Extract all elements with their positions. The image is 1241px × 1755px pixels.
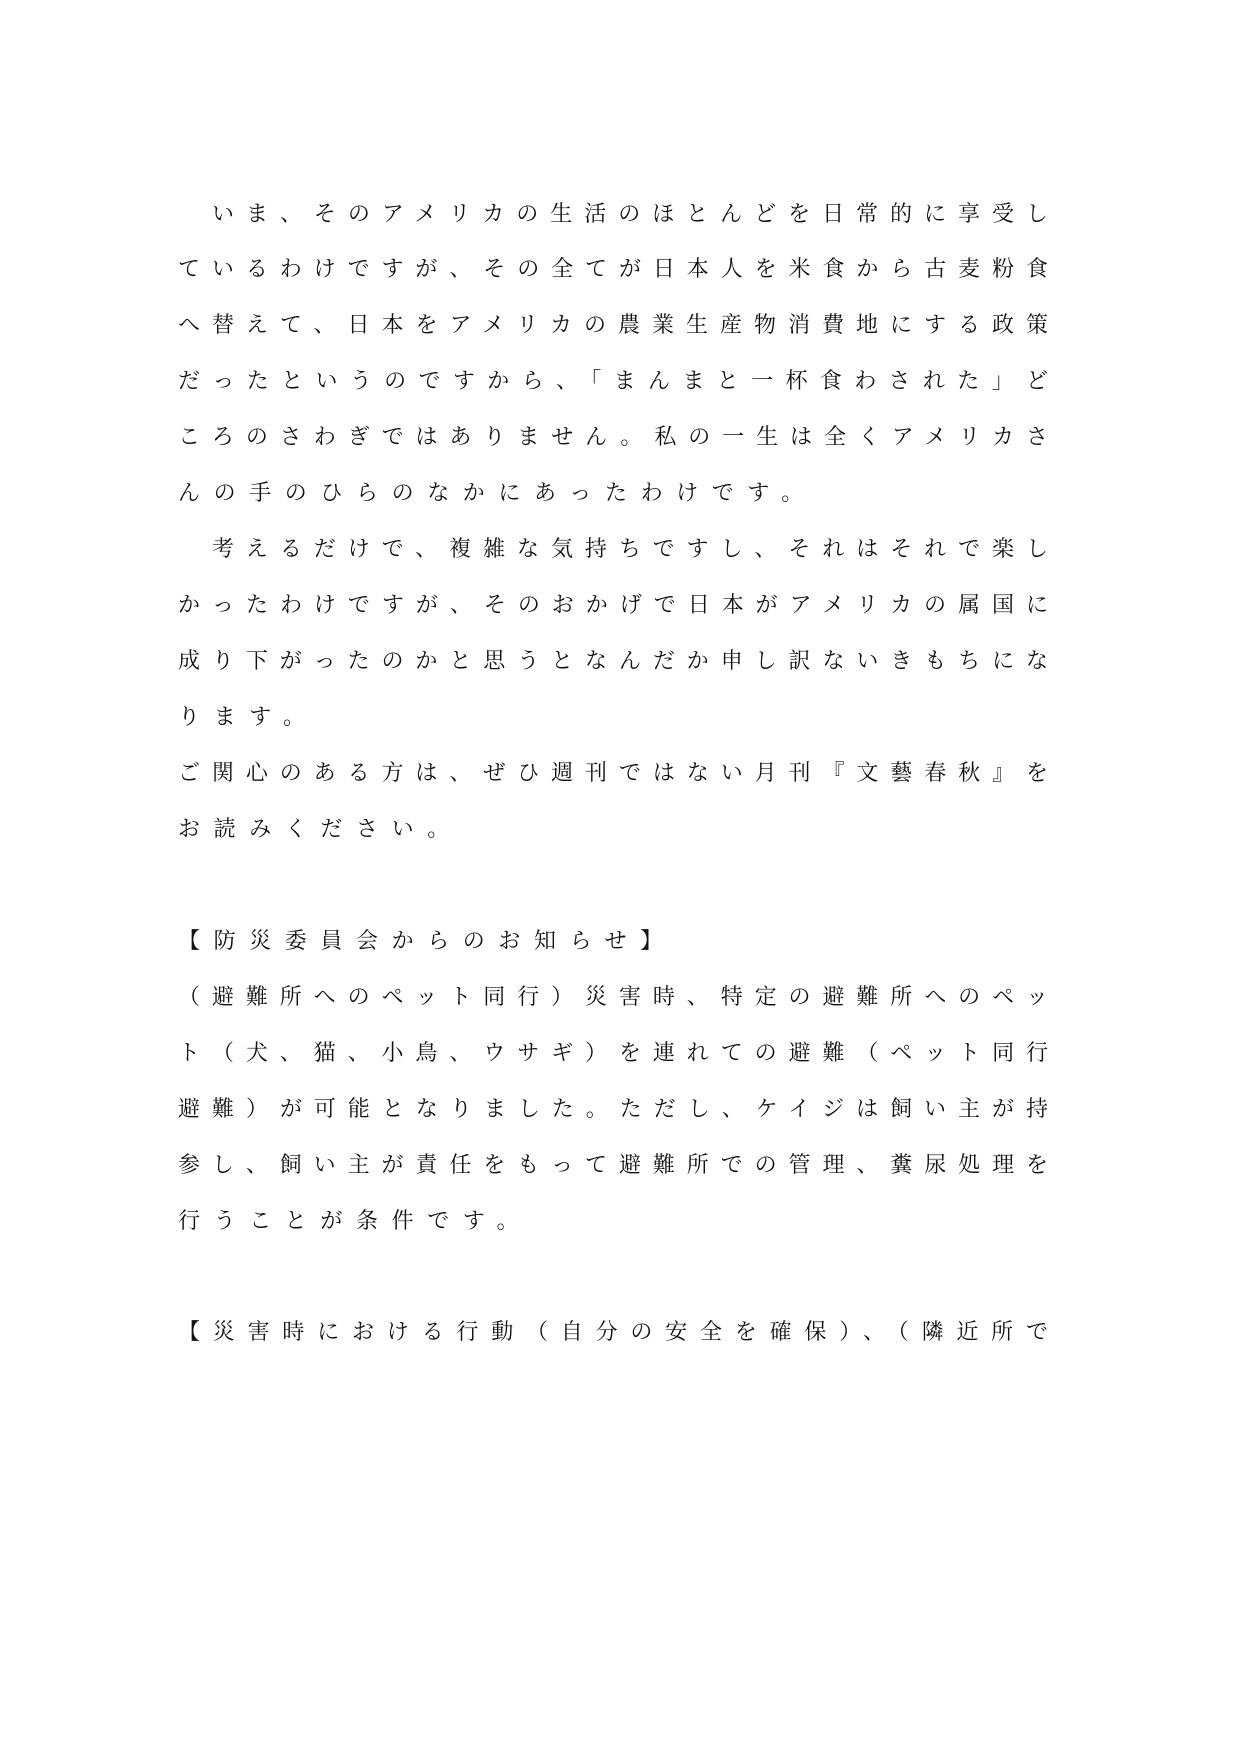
disaster-notice-line: 【災害時における行動（自分の安全を確保）、（隣近所で xyxy=(178,1320,1048,1345)
article-line: へ替えて、日本をアメリカの農業生産物消費地にする政策 xyxy=(178,313,1048,338)
notice-line: 避難）が可能となりました。ただし、ケイジは飼い主が持 xyxy=(178,1097,1048,1122)
notice-line: 参し、飼い主が責任をもって避難所での管理、糞尿処理を xyxy=(178,1153,1048,1178)
notice-line: （避難所へのペット同行）災害時、特定の避難所へのペッ xyxy=(178,985,1048,1010)
notice-line: ト（犬、猫、小鳥、ウサギ）を連れての避難（ペット同行 xyxy=(178,1041,1048,1066)
article-line: かったわけですが、そのおかげで日本がアメリカの属国に xyxy=(178,593,1048,618)
article-line: 考えるだけで、複雑な気持ちですし、それはそれで楽し xyxy=(178,537,1048,562)
article-line: ころのさわぎではありません。私の一生は全くアメリカさ xyxy=(178,425,1048,450)
article-line: ります。 xyxy=(178,705,319,730)
article-line: お読みください。 xyxy=(178,817,463,842)
article-line: ご関心のある方は、ぜひ週刊ではない月刊『文藝春秋』を xyxy=(178,761,1048,786)
notice-heading: 【防災委員会からのお知らせ】 xyxy=(178,929,676,954)
notice-line: 行うことが条件です。 xyxy=(178,1209,533,1234)
article-line: ているわけですが、その全てが日本人を米食から古麦粉食 xyxy=(178,257,1048,282)
article-line: んの手のひらのなかにあったわけです。 xyxy=(178,481,817,506)
article-line: 成り下がったのかと思うとなんだか申し訳ないきもちにな xyxy=(178,649,1048,674)
article-line: だったというのですから、「まんまと一杯食わされた」ど xyxy=(178,369,1048,394)
article-line: いま、そのアメリカの生活のほとんどを日常的に享受し xyxy=(178,202,1048,227)
